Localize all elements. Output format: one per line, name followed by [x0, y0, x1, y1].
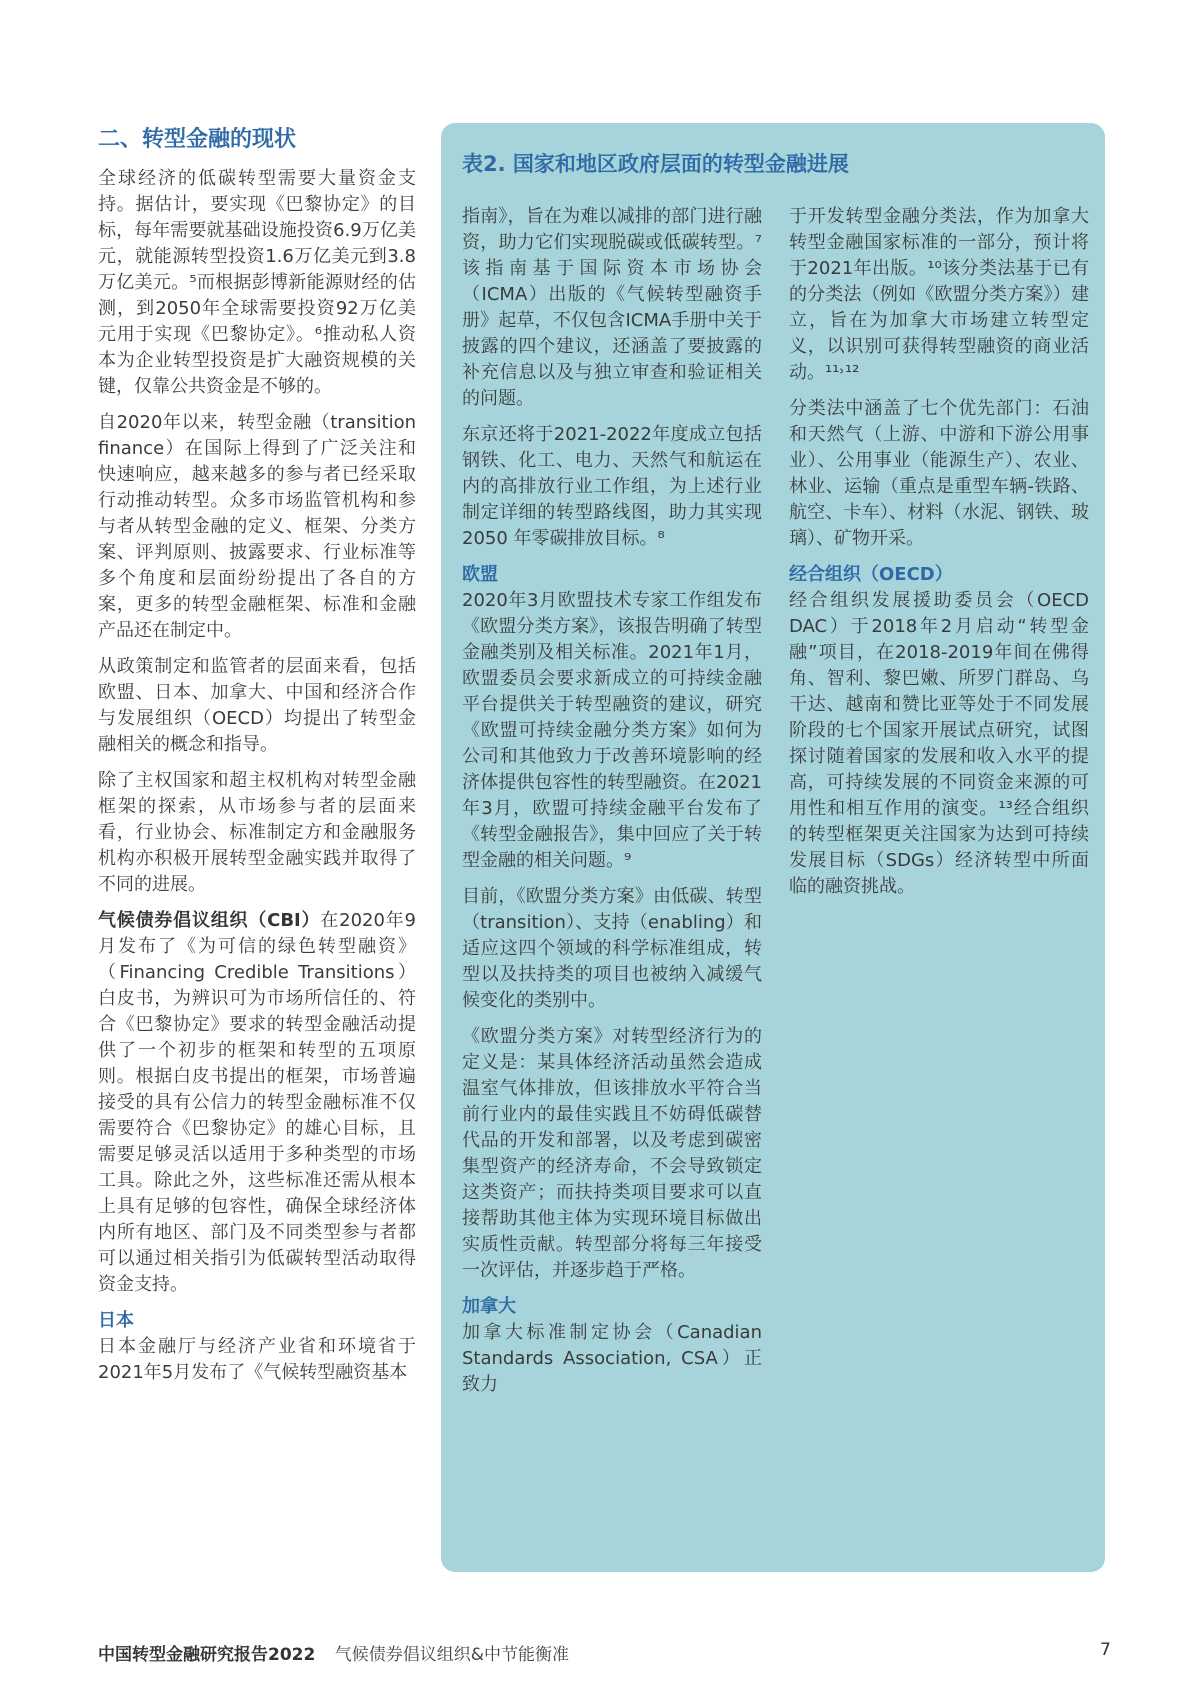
page-number: 7	[1100, 1640, 1111, 1660]
paragraph: 目前，《欧盟分类方案》由低碳、转型（transition）、支持（enabling）和适应这四个领域的科学标准组成，转型以及扶持类的项目也被纳入减缓气候变化的类别中。	[462, 886, 762, 1011]
subheading-eu: 欧盟	[462, 564, 498, 585]
subheading-japan: 日本	[98, 1310, 134, 1331]
paragraph: 全球经济的低碳转型需要大量资金支持。据估计，要实现《巴黎协定》的目标，每年需要就基础设施投资6.9万亿美元，就能源转型投资1.6万亿美元到3.8万亿美元。⁵而根据彭博新能源财经的估测，到2050年全球需要投资92万亿美元用于实现《巴黎协定》。⁶推动私人资本为企业转型投资是扩大融资规模的关键，仅靠公共资金是不够的。	[98, 168, 416, 397]
section-heading: 二、转型金融的现状	[98, 127, 297, 152]
box-title: 表2. 国家和地区政府层面的转型金融进展	[462, 152, 849, 176]
footer-organizations: 气候债券倡议组织&中节能衡准	[334, 1645, 569, 1665]
paragraph: 除了主权国家和超主权机构对转型金融框架的探索，从市场参与者的层面来看，行业协会、标准制定方和金融服务机构亦积极开展转型金融实践并取得了不同的进展。	[98, 770, 416, 895]
cbi-text: 在2020年9月发布了《为可信的绿色转型融资》（Financing Credible Transitions）白皮书，为辨识可为市场所信任的、符合《巴黎协定》要求的转型金融活动提供了一个初步的框架和转型的五项原则。根据白皮书提出的框架，市场普遍接受的具有公信力的转型金融标准不仅需要符合《巴黎协定》的雄心目标，且需要足够灵活以适用于多种类型的市场工具。除此之外，这些标准还需从根本上具有足够的包容性，确保全球经济体内所有地区、部门及不同类型参与者都可以通过相关指引为低碳转型活动取得资金支持。	[98, 910, 416, 1295]
paragraph: 经合组织发展援助委员会（OECD DAC）于2018年2月启动“转型金融”项目，在2018-2019年间在佛得角、智利、黎巴嫩、所罗门群岛、乌干达、越南和赞比亚等处于不同发展阶段的七个国家开展试点研究，试图探讨随着国家的发展和收入水平的提高，可持续发展的不同资金来源的可用性和相互作用的演变。¹³经合组织的转型框架更关注国家为达到可持续发展目标（SDGs）经济转型中所面临的融资挑战。	[789, 590, 1089, 897]
paragraph: 自2020年以来，转型金融（transition finance）在国际上得到了广泛关注和快速响应，越来越多的参与者已经采取行动推动转型。众多市场监管机构和参与者从转型金融的定义、框架、分类方案、评判原则、披露要求、行业标准等多个角度和层面纷纷提出了各自的方案，更多的转型金融框架、标准和金融产品还在制定中。	[98, 412, 416, 641]
box-right-column	[789, 204, 1089, 910]
cbi-lead: 气候债券倡议组织（CBI）	[98, 910, 321, 931]
paragraph: 加拿大标准制定协会（Canadian Standards Association, CSA）正致力	[462, 1322, 762, 1395]
paragraph: 于开发转型金融分类法，作为加拿大转型金融国家标准的一部分，预计将于2021年出版。¹⁰该分类法基于已有的分类法（例如《欧盟分类方案》）建立，旨在为加拿大市场建立转型定义，以识别可获得转型融资的商业活动。¹¹˒¹²	[789, 206, 1089, 383]
page-footer	[98, 1640, 569, 1665]
subheading-canada: 加拿大	[462, 1296, 516, 1317]
paragraph: 日本金融厅与经济产业省和环境省于2021年5月发布了《气候转型融资基本	[98, 1336, 416, 1383]
paragraph: 2020年3月欧盟技术专家工作组发布《欧盟分类方案》，该报告明确了转型金融类别及相关标准。2021年1月，欧盟委员会要求新成立的可持续金融平台提供关于转型融资的建议，研究《欧盟可持续金融分类方案》如何为公司和其他致力于改善环境影响的经济体提供包容性的转型融资。在2021年3月，欧盟可持续金融平台发布了《转型金融报告》，集中回应了关于转型金融的相关问题。⁹	[462, 590, 762, 871]
subheading-oecd: 经合组织（OECD）	[789, 564, 953, 585]
footer-report-title: 中国转型金融研究报告2022	[98, 1645, 316, 1665]
box-middle-column	[462, 204, 762, 1408]
paragraph: 分类法中涵盖了七个优先部门：石油和天然气（上游、中游和下游公用事业）、公用事业（能源生产）、农业、林业、运输（重点是重型车辆-铁路、航空、卡车）、材料（水泥、钢铁、玻璃）、矿物开采。	[789, 398, 1089, 549]
left-column	[98, 166, 416, 1396]
paragraph: 东京还将于2021-2022年度成立包括钢铁、化工、电力、天然气和航运在内的高排放行业工作组，为上述行业制定详细的转型路线图，助力其实现2050 年零碳排放目标。⁸	[462, 424, 762, 549]
paragraph: 指南》，旨在为难以减排的部门进行融资，助力它们实现脱碳或低碳转型。⁷该指南基于国际资本市场协会（ICMA）出版的《气候转型融资手册》起草，不仅包含ICMA手册中关于披露的四个建议，还涵盖了要披露的补充信息以及与独立审查和验证相关的问题。	[462, 206, 762, 409]
paragraph-cbi	[98, 908, 416, 1298]
paragraph: 《欧盟分类方案》对转型经济行为的定义是：某具体经济活动虽然会造成温室气体排放，但该排放水平符合当前行业内的最佳实践且不妨碍低碳替代品的开发和部署，以及考虑到碳密集型资产的经济寿命，不会导致锁定这类资产；而扶持类项目要求可以直接帮助其他主体为实现环境目标做出实质性贡献。转型部分将每三年接受一次评估，并逐步趋于严格。	[462, 1026, 762, 1281]
paragraph: 从政策制定和监管者的层面来看，包括欧盟、日本、加拿大、中国和经济合作与发展组织（OECD）均提出了转型金融相关的概念和指导。	[98, 656, 416, 755]
